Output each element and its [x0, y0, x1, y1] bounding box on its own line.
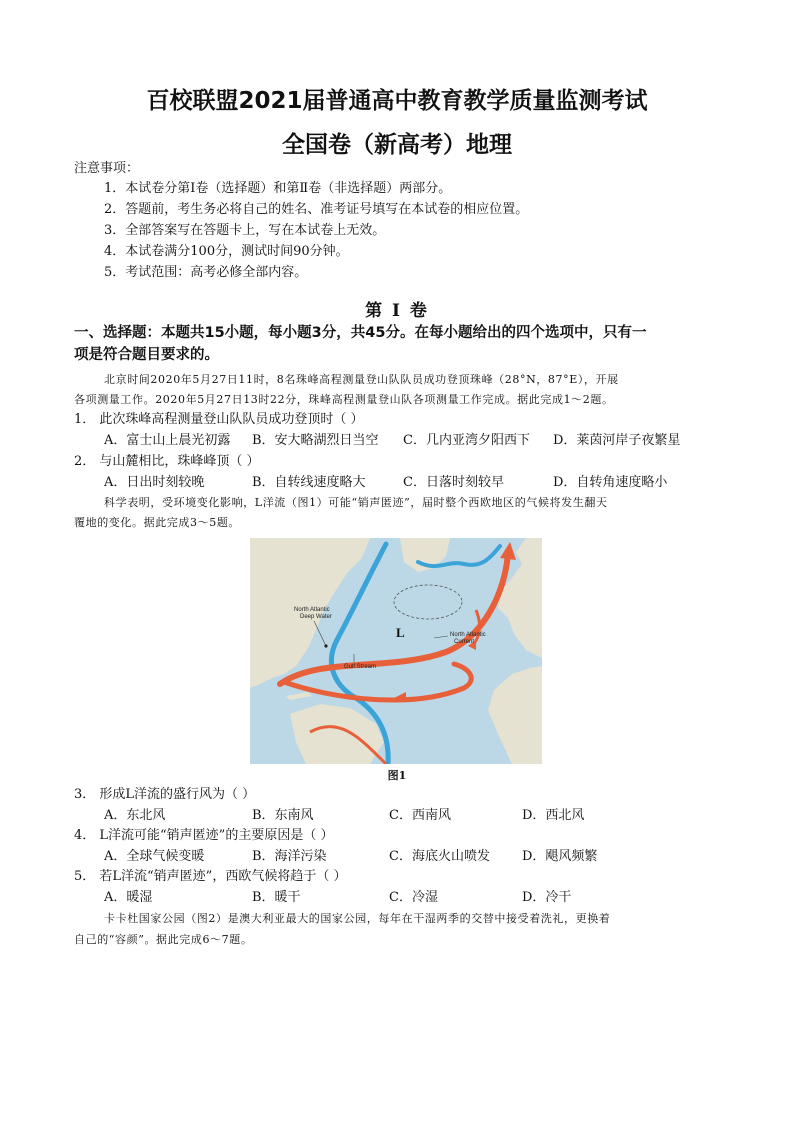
option-c: C．冷湿	[389, 890, 438, 905]
figure-caption: 图1	[387, 769, 407, 782]
option-b: B．暖干	[252, 890, 301, 905]
exam-title: 百校联盟2021届普通高中教育教学质量监测考试	[146, 88, 648, 114]
question-stem: 3． 形成L洋流的盛行风为（ ）	[74, 787, 256, 802]
question-stem: 1． 此次珠峰高程测量登山队队员成功登顶时（ ）	[74, 412, 364, 427]
label-deep-water-2: Deep Water	[300, 614, 332, 620]
notes-item: 5．考试范围：高考必修全部内容。	[104, 265, 308, 280]
option-d: D．飓风频繁	[522, 849, 598, 864]
atlantic-currents-map	[250, 538, 542, 764]
notes-item: 2．答题前，考生务必将自己的姓名、准考证号填写在本试卷的相应位置。	[104, 202, 529, 217]
notes-item: 1．本试卷分第Ⅰ卷（选择题）和第Ⅱ卷（非选择题）两部分。	[104, 181, 452, 196]
passage-3-line-1: 卡卡杜国家公园（图2）是澳大利亚最大的国家公园，每年在干湿两季的交替中接受着洗礼，更换着	[104, 912, 611, 925]
passage-1-line-2: 各项测量工作。2020年5月27日13时22分，珠峰高程测量登山队各项测量工作完成。据此完成1～2题。	[74, 393, 614, 406]
option-d: D．莱茵河岸子夜繁星	[553, 433, 681, 448]
option-d: D．冷干	[522, 890, 572, 905]
question-stem: 4． L洋流可能“销声匿迹”的主要原因是（ ）	[74, 828, 334, 843]
option-a: A．全球气候变暖	[104, 849, 205, 864]
option-b: B．东南风	[252, 808, 314, 823]
section-title: 第 Ⅰ 卷	[365, 301, 429, 321]
passage-2-line-2: 覆地的变化。据此完成3～5题。	[74, 516, 240, 529]
question-stem: 2． 与山麓相比，珠峰峰顶（ ）	[74, 454, 260, 469]
option-c: C．海底火山喷发	[389, 849, 490, 864]
option-b: B．安大略湖烈日当空	[252, 433, 379, 448]
notes-item: 4．本试卷满分100分，测试时间90分钟。	[104, 244, 349, 259]
label-L: L	[396, 625, 405, 640]
exam-subtitle: 全国卷（新高考）地理	[282, 132, 512, 158]
question-stem: 5． 若L洋流“销声匿迹”，西欧气候将趋于（ ）	[74, 869, 347, 884]
notes-heading: 注意事项：	[74, 161, 140, 176]
instructions-line-1: 一、选择题：本题共15小题，每小题3分，共45分。在每小题给出的四个选项中，只有一	[74, 325, 647, 341]
option-c: C．西南风	[389, 808, 451, 823]
label-current-1: North Atlantic	[450, 632, 486, 638]
option-a: A．富士山上晨光初露	[104, 433, 231, 448]
notes-item: 3．全部答案写在答题卡上，写在本试卷上无效。	[104, 223, 386, 238]
option-b: B．海洋污染	[252, 849, 327, 864]
option-c: C．日落时刻较早	[403, 475, 504, 490]
option-a: A．东北风	[104, 808, 166, 823]
option-d: D．自转角速度略小	[553, 475, 668, 490]
option-c: C．几内亚湾夕阳西下	[403, 433, 530, 448]
passage-1-line-1: 北京时间2020年5月27日11时，8名珠峰高程测量登山队队员成功登顶珠峰（28°N，87°E），开展	[104, 373, 619, 386]
passage-2-line-1: 科学表明，受环境变化影响，L洋流（图1）可能“销声匿迹”，届时整个西欧地区的气候将发生翻天	[104, 496, 608, 509]
label-current-2: Current	[454, 639, 475, 645]
passage-3-line-2: 自己的“容颜”。据此完成6～7题。	[74, 933, 253, 946]
option-a: A．暖湿	[104, 890, 153, 905]
leader-dot	[324, 644, 327, 647]
instructions-line-2: 项是符合题目要求的。	[74, 347, 219, 363]
label-gulf-stream: Gulf Stream	[344, 664, 377, 670]
label-deep-water-1: North Atlantic	[294, 607, 330, 613]
option-a: A．日出时刻较晚	[104, 475, 205, 490]
option-d: D．西北风	[522, 808, 585, 823]
option-b: B．自转线速度略大	[252, 475, 366, 490]
